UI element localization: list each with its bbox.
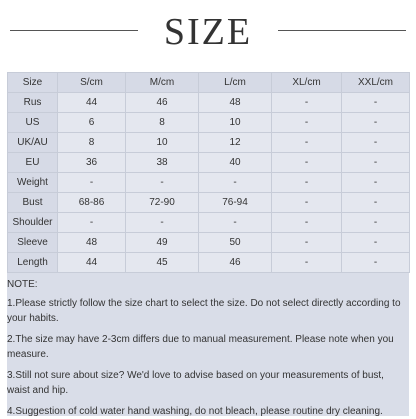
table-cell: -: [272, 113, 342, 133]
header-cell: M/cm: [126, 73, 199, 93]
header-cell: S/cm: [58, 73, 126, 93]
table-cell: -: [342, 153, 410, 173]
table-cell: -: [272, 153, 342, 173]
title-divider-right: [278, 30, 406, 31]
table-cell: -: [342, 233, 410, 253]
page-title: SIZE: [163, 11, 253, 53]
table-cell: -: [272, 253, 342, 273]
table-cell: -: [342, 133, 410, 153]
header-cell: Size: [8, 73, 58, 93]
row-label-cell: Rus: [8, 93, 58, 113]
table-cell: 44: [58, 93, 126, 113]
table-cell: 45: [126, 253, 199, 273]
table-cell: 76-94: [199, 193, 272, 213]
row-label-cell: Sleeve: [8, 233, 58, 253]
note-item: 4.Suggestion of cold water hand washing, do not bleach, please routine dry cleaning.: [7, 406, 383, 417]
table-cell: 12: [199, 133, 272, 153]
header-cell: L/cm: [199, 73, 272, 93]
table-cell: -: [272, 133, 342, 153]
table-cell: -: [199, 173, 272, 193]
table-cell: -: [342, 253, 410, 273]
size-table: [7, 72, 410, 273]
row-label-cell: Length: [8, 253, 58, 273]
title-bar: [0, 0, 416, 62]
row-label-cell: US: [8, 113, 58, 133]
table-row: [8, 213, 410, 233]
note-item: 3.Still not sure about size? We'd love to advise based on your measurements of bust, waist and hip.: [7, 370, 384, 396]
table-cell: 72-90: [126, 193, 199, 213]
table-cell: -: [272, 93, 342, 113]
table-row: [8, 93, 410, 113]
row-label-cell: Weight: [8, 173, 58, 193]
table-cell: 68-86: [58, 193, 126, 213]
row-label-cell: UK/AU: [8, 133, 58, 153]
header-cell: XXL/cm: [342, 73, 410, 93]
table-cell: 40: [199, 153, 272, 173]
table-row: [8, 253, 410, 273]
table-cell: 8: [126, 113, 199, 133]
table-cell: -: [342, 173, 410, 193]
table-row: [8, 173, 410, 193]
row-label-cell: Bust: [8, 193, 58, 213]
table-cell: 10: [199, 113, 272, 133]
table-cell: -: [58, 213, 126, 233]
table-cell: 46: [199, 253, 272, 273]
table-cell: 50: [199, 233, 272, 253]
row-label-cell: Shoulder: [8, 213, 58, 233]
table-cell: 6: [58, 113, 126, 133]
table-row: [8, 113, 410, 133]
table-cell: -: [342, 93, 410, 113]
table-cell: 44: [58, 253, 126, 273]
table-cell: -: [342, 193, 410, 213]
table-cell: 46: [126, 93, 199, 113]
table-cell: 8: [58, 133, 126, 153]
table-cell: -: [272, 193, 342, 213]
notes-heading: NOTE:: [7, 279, 38, 290]
table-cell: 48: [199, 93, 272, 113]
table-cell: -: [58, 173, 126, 193]
table-cell: -: [272, 213, 342, 233]
table-cell: -: [126, 213, 199, 233]
table-row: [8, 233, 410, 253]
notes-section: [7, 273, 409, 419]
table-cell: -: [272, 173, 342, 193]
table-cell: -: [342, 113, 410, 133]
table-cell: 38: [126, 153, 199, 173]
table-header-row: [8, 73, 410, 93]
table-row: [8, 193, 410, 213]
table-cell: 49: [126, 233, 199, 253]
note-item: 2.The size may have 2-3cm differs due to manual measurement. Please note when you measure.: [7, 334, 394, 360]
table-cell: 10: [126, 133, 199, 153]
table-cell: 48: [58, 233, 126, 253]
table-row: [8, 153, 410, 173]
table-cell: 36: [58, 153, 126, 173]
table-cell: -: [272, 233, 342, 253]
row-label-cell: EU: [8, 153, 58, 173]
table-cell: -: [199, 213, 272, 233]
table-row: [8, 133, 410, 153]
note-item: 1.Please strictly follow the size chart to select the size. Do not select directly according to your habits.: [7, 298, 401, 324]
table-cell: -: [126, 173, 199, 193]
table-cell: -: [342, 213, 410, 233]
header-cell: XL/cm: [272, 73, 342, 93]
size-chart-panel: [7, 72, 409, 416]
